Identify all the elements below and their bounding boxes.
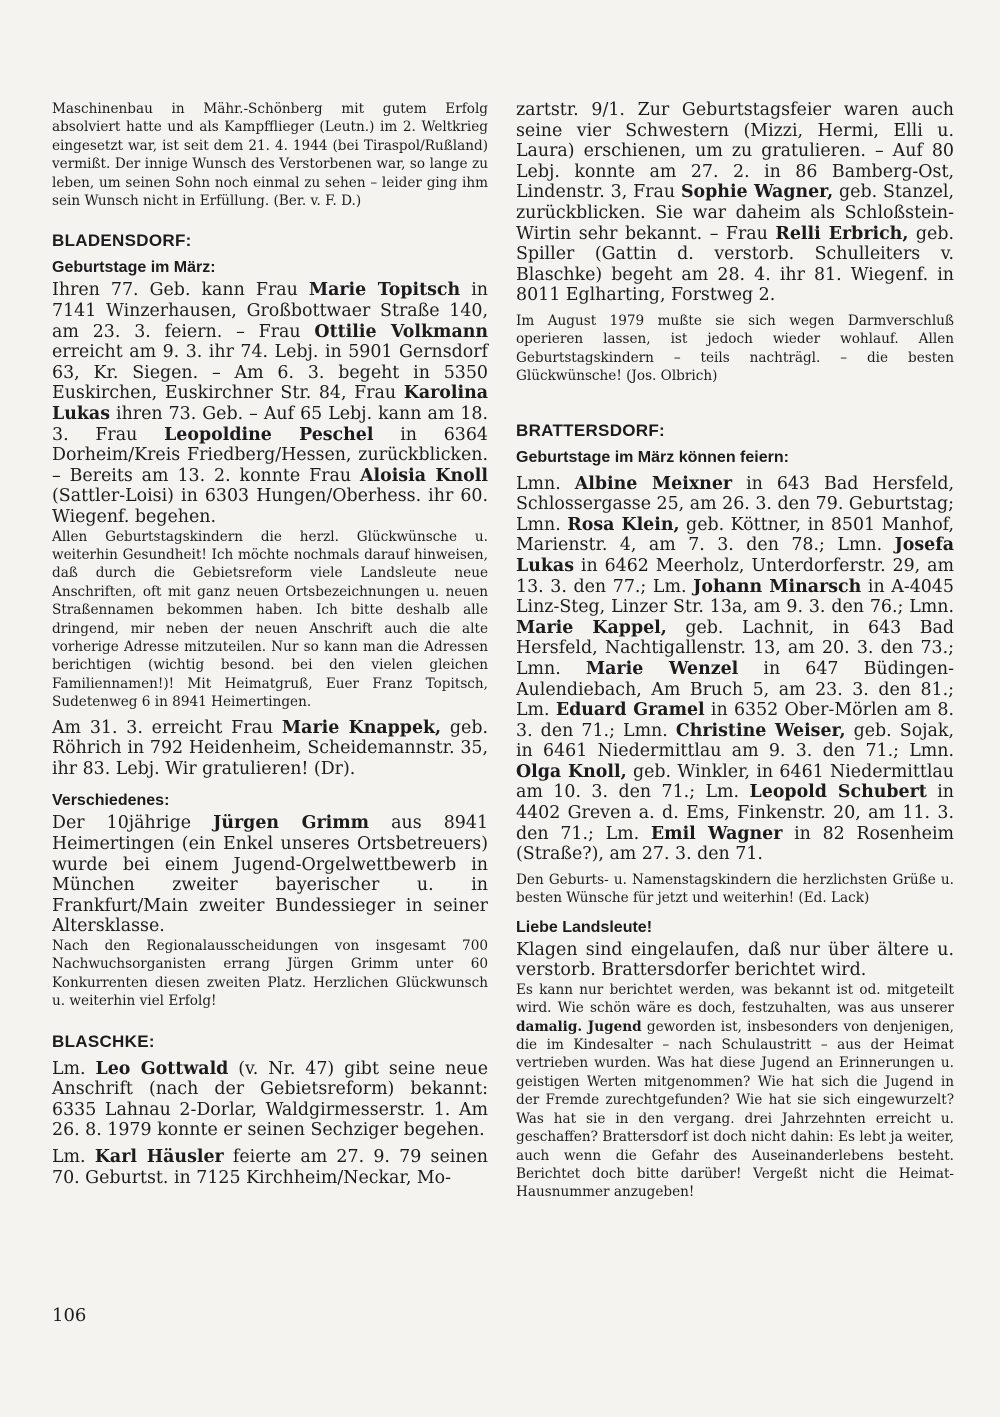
bold-name: Olga Knoll, bbox=[516, 761, 627, 782]
right-column bbox=[516, 100, 954, 1202]
bold-name: Leopoldine Peschel bbox=[164, 424, 374, 445]
brattersdorf-appeal-paragraph: Es kann nur berichtet werden, was bekannt ist od. mitgeteilt wird. Wie schön wäre es doch, festzuhalten, was aus unserer damalig. Jugend geworden ist, insbesonders von denjenigen, die im Kindesalter – nach Schulaustritt – aus der Heimat vertrieben wurden. Was hat diese Jugend an Erinnerungen u. geistigen Werten mitgenommen? Wie hat sich die Jugend in der Fremde zurechtgefunden? Wie hat sie sich eingewurzelt? Was hat sie in den vergang. drei Jahrzehnten erreicht u. geschaffen? Brattersdorf ist doch nicht dahin: Es lebt ja weiter, auch wenn die Gefahr des Auseinanderlebens besteht. Berichtet doch bitte darüber! Vergeßt nicht die Heimat-Hausnummer anzugeben! bbox=[516, 981, 954, 1201]
bold-name: Karolina Lukas bbox=[52, 383, 488, 424]
blaschke-gottwald-paragraph: Lm. Leo Gottwald (v. Nr. 47) gibt seine neue Anschrift (nach der Gebietsreform) bekannt: 6335 Lahnau 2-Dorlar, Waldgirmesserstr. 1. Am 26. 8. 1979 konnte er seinen Sechziger begehen. bbox=[52, 1058, 488, 1141]
subheading-liebe-landsleute: Liebe Landsleute! bbox=[516, 918, 653, 936]
left-column bbox=[52, 100, 488, 1188]
brattersdorf-complaint-paragraph: Klagen sind eingelaufen, daß nur über ältere u. verstorb. Brattersdorfer berichtet wird. bbox=[516, 939, 954, 981]
section-heading-blaschke: BLASCHKE: bbox=[52, 1031, 155, 1051]
bold-name: Emil Wagner bbox=[650, 823, 783, 844]
bold-name: Albine Meixner bbox=[574, 473, 733, 494]
bold-name: Sophie Wagner, bbox=[680, 182, 834, 203]
blaschke-continued-paragraph: zartstr. 9/1. Zur Geburtstagsfeier waren auch seine vier Schwestern (Mizzi, Hermi, Elli u. Laura) erschienen, um zu gratulieren. – Auf 80 Lebj. konnte am 27. 2. in 86 Bamberg-Ost, Lindenstr. 3, Frau Sophie Wagner, geb. Stanzel, zurückblicken. Sie war daheim als Schloßstein-Wirtin sehr bekannt. – Frau Relli Erbrich, geb. Spiller (Gattin d. verstorb. Schulleiters v. Blaschke) begeht am 28. 4. ihr 81. Wiegenf. in 8011 Eglharting, Forstweg 2. bbox=[516, 100, 955, 306]
bold-name: Marie Knappek, bbox=[281, 717, 442, 738]
subheading-misc: Verschiedenes: bbox=[52, 792, 170, 810]
bold-name: Christine Weiser, bbox=[675, 720, 846, 741]
bladensdorf-grimm-paragraph: Der 10jährige Jürgen Grimm aus 8941 Heimertingen (ein Enkel unseres Ortsbetreuers) wurde bei einem Jugend-Orgelwettbewerb in München zweiter bayerischer u. in Frankfurt/Main zweiter Bundessieger in seiner Altersklasse. bbox=[52, 813, 489, 937]
bold-name: Eduard Gramel bbox=[555, 700, 705, 721]
intro-paragraph: Maschinenbau in Mähr.-Schönberg mit gutem Erfolg absolviert hatte und als Kampfflieger (Leutn.) im 2. Weltkrieg eingesetzt war, ist seit dem 21. 4. 1944 (bei Tiraspol/Rußland) vermißt. Der innige Wunsch des Verstorbenen war, so lange zu leben, um seinen Sohn noch einmal zu sehen – leider ging ihm sein Wunsch nicht in Erfüllung. (Ber. v. F. D.) bbox=[52, 101, 488, 210]
bold-name: Ottilie Volkmann bbox=[314, 321, 488, 342]
brattersdorf-birthdays-paragraph: Lmn. Albine Meixner in 643 Bad Hersfeld, Schlossergasse 25, am 26. 3. den 79. Geburtstag; Lmn. Rosa Klein, geb. Köttner, in 8501 Manhof, Marienstr. 4, am 7. 3. den 78.; Lmn. Josefa Lukas in 6462 Meerholz, Unterdorferstr. 29, am 13. 3. den 77.; Lm. Johann Minarsch in A-4045 Linz-Steg, Linzer Str. 13a, am 9. 3. den 76.; Lmn. Marie Kappel, geb. Lachnit, in 643 Bad Hersfeld, Nachtigallenstr. 13, am 20. 3. den 73.; Lmn. Marie Wenzel in 647 Büdingen-Aulendiebach, Am Bruch 5, am 23. 3. den 81.; Lm. Eduard Gramel in 6352 Ober-Mörlen am 8. 3. den 71.; Lmn. Christine Weiser, geb. Sojak, in 6461 Niedermittlau am 9. 3. den 71.; Lmn. Olga Knoll, geb. Winkler, in 6461 Niedermittlau am 10. 3. den 71.; Lm. Leopold Schubert in 4402 Greven a. d. Ems, Finkenstr. 20, am 11. 3. den 71.; Lm. Emil Wagner in 82 Rosenheim (Straße?), am 27. 3. den 71. bbox=[516, 473, 955, 865]
bold-name: Jürgen Grimm bbox=[213, 813, 370, 834]
bold-name: Leo Gottwald bbox=[95, 1058, 229, 1079]
bold-name: Josefa Lukas bbox=[516, 535, 954, 576]
bladensdorf-greeting-paragraph: Allen Geburtstagskindern die herzl. Glückwünsche u. weiterhin Gesundheit! Ich möchte nochmals darauf hinweisen, daß durch die Gebietsreform viele Landsleute neue Anschriften, oft mit ganz neuen Ortsbezeichnungen u. neuen Straßennamen bekommen haben. Ich bitte deshalb alle dringend, mir neben der neuen Anschrift auch die alte vorherige Adresse mitzuteilen. Nur so kann man die Adressen berichtigen (wichtig besond. bei den vielen gleichen Familiennamen!)! Mit Heimatgruß, Euer Franz Topitsch, Sudetenweg 6 in 8941 Heimertingen. bbox=[52, 528, 488, 711]
blaschke-haeusler-paragraph: Lm. Karl Häusler feierte am 27. 9. 79 seinen 70. Geburtst. in 7125 Kirchheim/Neckar, Mo- bbox=[52, 1146, 488, 1188]
bladensdorf-grimm-detail: Nach den Regionalausscheidungen von insgesamt 700 Nachwuchsorganisten errang Jürgen Grimm unter 60 Konkurrenten diesen zweiten Platz. Herzlichen Glückwunsch u. weiterhin viel Erfolg! bbox=[52, 937, 488, 1010]
bold-name: Johann Minarsch bbox=[693, 576, 862, 597]
bold-name: damalig. Jugend bbox=[516, 1018, 642, 1035]
section-heading-brattersdorf: BRATTERSDORF: bbox=[516, 420, 666, 440]
subheading-birthdays: Geburtstage im März: bbox=[52, 259, 216, 277]
section-heading-bladensdorf: BLADENSDORF: bbox=[52, 231, 192, 251]
bladensdorf-knappek-paragraph: Am 31. 3. erreicht Frau Marie Knappek, geb. Röhrich in 792 Heidenheim, Scheidemannstr. 35, ihr 83. Lebj. Wir gratulieren! (Dr). bbox=[52, 717, 488, 779]
bold-name: Rosa Klein, bbox=[567, 514, 680, 535]
bold-name: Aloisia Knoll bbox=[360, 465, 488, 486]
bold-name: Relli Erbrich, bbox=[775, 223, 909, 244]
bold-name: Marie Kappel, bbox=[516, 617, 667, 638]
bold-name: Marie Wenzel bbox=[585, 658, 739, 679]
brattersdorf-greeting-paragraph: Den Geburts- u. Namenstagskindern die herzlichsten Grüße u. besten Wünsche für jetzt und weiterhin! (Ed. Lack) bbox=[516, 871, 954, 907]
subheading-brattersdorf-birthdays: Geburtstage im März können feiern: bbox=[516, 448, 789, 466]
blaschke-continued-note: Im August 1979 mußte sie sich wegen Darmverschluß operieren lassen, ist jedoch wieder wohlauf. Allen Geburtstagskindern – teils nachträgl. – die besten Glückwünsche! (Jos. Olbrich) bbox=[516, 312, 954, 385]
bold-name: Leopold Schubert bbox=[749, 782, 927, 803]
bold-name: Marie Topitsch bbox=[308, 280, 461, 301]
page-number: 106 bbox=[52, 1305, 87, 1326]
bladensdorf-birthdays-paragraph: Ihren 77. Geb. kann Frau Marie Topitsch in 7141 Winzerhausen, Großbottwaer Straße 140, am 23. 3. feiern. – Frau Ottilie Volkmann erreicht am 9. 3. ihr 74. Lebj. in 5901 Gernsdorf 63, Kr. Siegen. – Am 6. 3. begeht in 5350 Euskirchen, Euskirchner Str. 84, Frau Karolina Lukas ihren 73. Geb. – Auf 65 Lebj. kann am 18. 3. Frau Leopoldine Peschel in 6364 Dorheim/Kreis Friedberg/Hessen, zurückblicken. – Bereits am 13. 2. konnte Frau Aloisia Knoll (Sattler-Loisi) in 6303 Hungen/Oberhess. ihr 60. Wiegenf. begehen. bbox=[52, 280, 488, 527]
bold-name: Karl Häusler bbox=[94, 1146, 224, 1167]
